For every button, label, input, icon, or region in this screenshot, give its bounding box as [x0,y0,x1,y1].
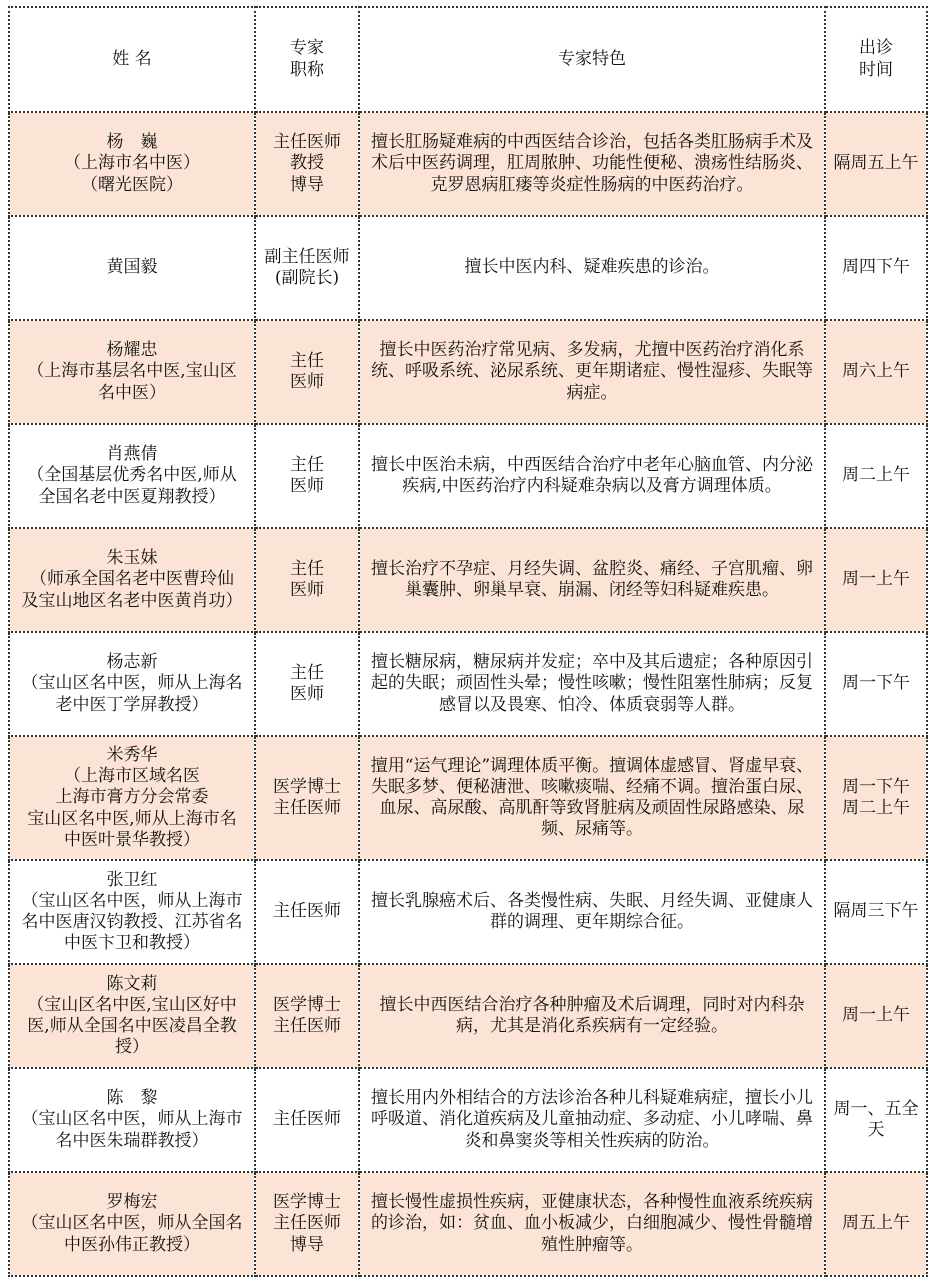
table-row [9,528,927,632]
expert-name-cell-line: 罗梅宏 [106,1192,158,1213]
table-row [9,112,927,216]
clinic-time-cell [825,964,927,1068]
expert-title-cell [255,528,359,632]
expert-title-cell-line: 主任医师 [273,132,341,153]
expert-name-cell-line: 名中医唐汉钧教授、江苏省名 [21,912,243,932]
expert-name-cell [9,528,255,632]
expert-name-cell-line: 杨 巍 [106,132,158,153]
clinic-time-cell [825,216,927,320]
table-row [9,736,927,860]
expert-title-cell-line: 副主任医师 [264,246,350,267]
expert-title-cell [255,112,359,216]
expert-name-cell-line: 中医卞卫和教授） [64,933,200,954]
expert-title-cell-line: 医学博士 [273,1192,341,1213]
expert-name-cell-line: （上海市名中医） [64,153,200,174]
clinic-time-cell-line: 周五上午 [842,1213,910,1234]
expert-specialty-cell: 擅长慢性虚损性疾病，亚健康状态，各种慢性血液系统疾病的诊治，如：贫血、血小板减少，白细胞减少、慢性骨髓增殖性肿瘤等。 [359,1172,825,1276]
expert-name-cell-line: 张卫红 [106,869,158,890]
clinic-time-cell-line: 周一上午 [842,1005,910,1026]
expert-title-cell-line: 主任医师 [273,798,341,818]
expert-title-cell [255,736,359,860]
header-title [255,7,359,112]
table-row [9,632,927,736]
clinic-time-cell-line: 周一下午 [842,776,910,797]
expert-name-cell-line: 及宝山地区名老中医黄肖功） [21,590,243,611]
expert-name-cell-line: 医,师从全国名中医凌昌全教 [27,1016,237,1036]
header-time-line: 出诊 [859,38,893,59]
expert-specialty-cell: 擅长乳腺癌术后、各类慢性病、失眠、月经失调、亚健康人群的调理、更年期综合征。 [359,860,825,964]
header-title-line: 职称 [290,59,324,80]
expert-title-cell [255,964,359,1068]
expert-title-cell [255,320,359,424]
header-name: 姓 名 [9,7,255,112]
expert-name-cell-line: 陈文莉 [106,973,158,994]
header-time-line: 时间 [859,59,893,80]
table-row [9,964,927,1068]
expert-name-cell [9,1172,255,1276]
clinic-time-cell [825,424,927,528]
expert-specialty-cell: 擅长中医内科、疑难疾患的诊治。 [359,216,825,320]
table-row [9,1068,927,1172]
expert-name-cell-line: （师承全国名老中医曹玲仙 [30,569,234,590]
expert-name-cell-line: 黄国毅 [106,257,158,278]
expert-title-cell-line: 医学博士 [273,776,341,797]
expert-title-cell-line: 医师 [290,372,324,392]
expert-name-cell-line: 陈 黎 [106,1088,158,1109]
expert-name-cell-line: （宝山区名中医，师从上海市 [21,890,243,911]
expert-title-cell-line: 主任 [290,454,324,475]
clinic-time-cell-line: 天 [867,1120,885,1140]
expert-name-cell [9,216,255,320]
clinic-time-cell-line: 周二上午 [842,798,910,818]
clinic-time-cell [825,1068,927,1172]
expert-specialty-cell: 擅长中西医结合治疗各种肿瘤及术后调理，同时对内科杂病，尤其是消化系疾病有一定经验。 [359,964,825,1068]
clinic-time-cell [825,736,927,860]
expert-name-cell-line: （上海市基层名中医,宝山区 [27,361,237,382]
header-title-line: 专家 [290,38,324,59]
clinic-time-cell [825,112,927,216]
clinic-time-cell [825,1172,927,1276]
expert-name-cell-line: （曙光医院） [81,174,183,195]
table-row [9,860,927,964]
expert-title-cell-line: 医学博士 [273,994,341,1015]
expert-schedule-table [8,6,928,1277]
expert-title-cell-line: 教授 [290,153,324,174]
clinic-time-cell-line: 周一下午 [842,673,910,694]
expert-name-cell [9,964,255,1068]
expert-title-cell [255,1068,359,1172]
expert-name-cell-line: 老中医丁学屏教授） [55,694,209,715]
clinic-time-cell-line: 周六上午 [842,361,910,382]
expert-name-cell-line: 肖燕倩 [106,444,158,465]
expert-name-cell-line: 全国名老中医夏翔教授） [38,486,226,507]
expert-name-cell-line: 宝山区名中医,师从上海市名 [27,808,237,829]
expert-name-cell-line: （宝山区名中医，师从上海名 [21,673,243,694]
expert-title-cell [255,216,359,320]
expert-name-cell-line: 杨志新 [106,652,158,673]
expert-name-cell-line: （全国基层优秀名中医,师从 [27,465,237,486]
expert-name-cell-line: 名中医朱瑞群教授） [55,1130,209,1151]
expert-specialty-cell: 擅长治疗不孕症、月经失调、盆腔炎、痛经、子宫肌瘤、卵巢囊肿、卵巢早衰、崩漏、闭经等妇科疑难疾患。 [359,528,825,632]
expert-name-cell-line: 杨耀忠 [106,340,158,361]
expert-name-cell [9,1068,255,1172]
clinic-time-cell-line: 周一上午 [842,569,910,590]
table-row [9,216,927,320]
expert-name-cell-line: （宝山区名中医,宝山区好中 [27,994,237,1015]
header-specialty: 专家特色 [359,7,825,112]
expert-name-cell-line: 授） [115,1037,149,1058]
expert-title-cell [255,424,359,528]
expert-name-cell-line: 上海市膏方分会常委 [55,787,209,808]
expert-name-cell-line: 名中医） [98,382,166,403]
expert-name-cell-line: （宝山区名中医，师从上海市 [21,1109,243,1130]
clinic-time-cell [825,320,927,424]
expert-title-cell-line: 医师 [290,580,324,600]
expert-specialty-cell: 擅长糖尿病，糖尿病并发症；卒中及其后遗症；各种原因引起的失眠；顽固性头晕；慢性咳嗽；慢性阻塞性肺病；反复感冒以及畏寒、怕冷、体质衰弱等人群。 [359,632,825,736]
expert-title-cell-line: 主任医师 [273,1016,341,1036]
table-row [9,1172,927,1276]
expert-name-cell [9,632,255,736]
expert-name-cell-line: 朱玉妹 [106,548,158,569]
expert-title-cell-line: 博导 [290,1234,324,1255]
expert-title-cell-line: 主任医师 [273,901,341,922]
expert-name-cell-line: （上海市区域名医 [64,766,200,787]
clinic-time-cell [825,528,927,632]
clinic-time-cell [825,632,927,736]
expert-title-cell-line: 医师 [290,476,324,496]
header-time [825,7,927,112]
clinic-time-cell-line: 周四下午 [842,257,910,278]
table-row [9,424,927,528]
clinic-time-cell-line: 隔周三下午 [833,901,919,922]
header-row [9,7,927,112]
expert-specialty-cell: 擅长中医治未病，中西医结合治疗中老年心脑血管、内分泌疾病,中医药治疗内科疑难杂病以及膏方调理体质。 [359,424,825,528]
expert-title-cell [255,1172,359,1276]
expert-title-cell-line: 博导 [290,174,324,195]
clinic-time-cell-line: 周一、五全 [833,1098,919,1119]
expert-specialty-cell: 擅用“运气理论”调理体质平衡。擅调体虚感冒、肾虚早衰、失眠多梦、便秘溏泄、咳嗽痰喘、经痛不调。擅治蛋白尿、血尿、高尿酸、高肌酐等致肾脏病及顽固性尿路感染、尿频、尿痛等。 [359,736,825,860]
clinic-time-cell-line: 周二上午 [842,465,910,486]
expert-title-cell-line: 医师 [290,684,324,704]
expert-name-cell [9,736,255,860]
expert-title-cell-line: 主任 [290,558,324,579]
clinic-time-cell-line: 隔周五上午 [833,153,919,174]
expert-specialty-cell: 擅长用内外相结合的方法诊治各种儿科疑难病症，擅长小儿呼吸道、消化道疾病及儿童抽动症、多动症、小儿哮喘、鼻炎和鼻窦炎等相关性疾病的防治。 [359,1068,825,1172]
expert-title-cell-line: 主任医师 [273,1109,341,1130]
expert-name-cell [9,320,255,424]
expert-specialty-cell: 擅长肛肠疑难病的中西医结合诊治，包括各类肛肠病手术及术后中医药调理，肛周脓肿、功能性便秘、溃疡性结肠炎、克罗恩病肛瘘等炎症性肠病的中医药治疗。 [359,112,825,216]
expert-name-cell-line: （宝山区名中医，师从全国名 [21,1213,243,1234]
clinic-time-cell [825,860,927,964]
expert-name-cell-line: 中医孙伟正教授） [64,1234,200,1255]
table-body [9,112,927,1276]
expert-specialty-cell: 擅长中医药治疗常见病、多发病，尤擅中医药治疗消化系统、呼吸系统、泌尿系统、更年期诸症、慢性湿疹、失眠等病症。 [359,320,825,424]
expert-name-cell-line: 中医叶景华教授） [64,829,200,850]
expert-title-cell-line: 主任医师 [273,1213,341,1234]
expert-title-cell [255,632,359,736]
expert-title-cell-line: 主任 [290,662,324,683]
expert-title-cell-line: (副院长) [274,268,340,288]
expert-name-cell [9,860,255,964]
table-row [9,320,927,424]
expert-name-cell-line: 米秀华 [106,744,158,765]
expert-name-cell [9,424,255,528]
expert-name-cell [9,112,255,216]
expert-title-cell-line: 主任 [290,350,324,371]
expert-title-cell [255,860,359,964]
